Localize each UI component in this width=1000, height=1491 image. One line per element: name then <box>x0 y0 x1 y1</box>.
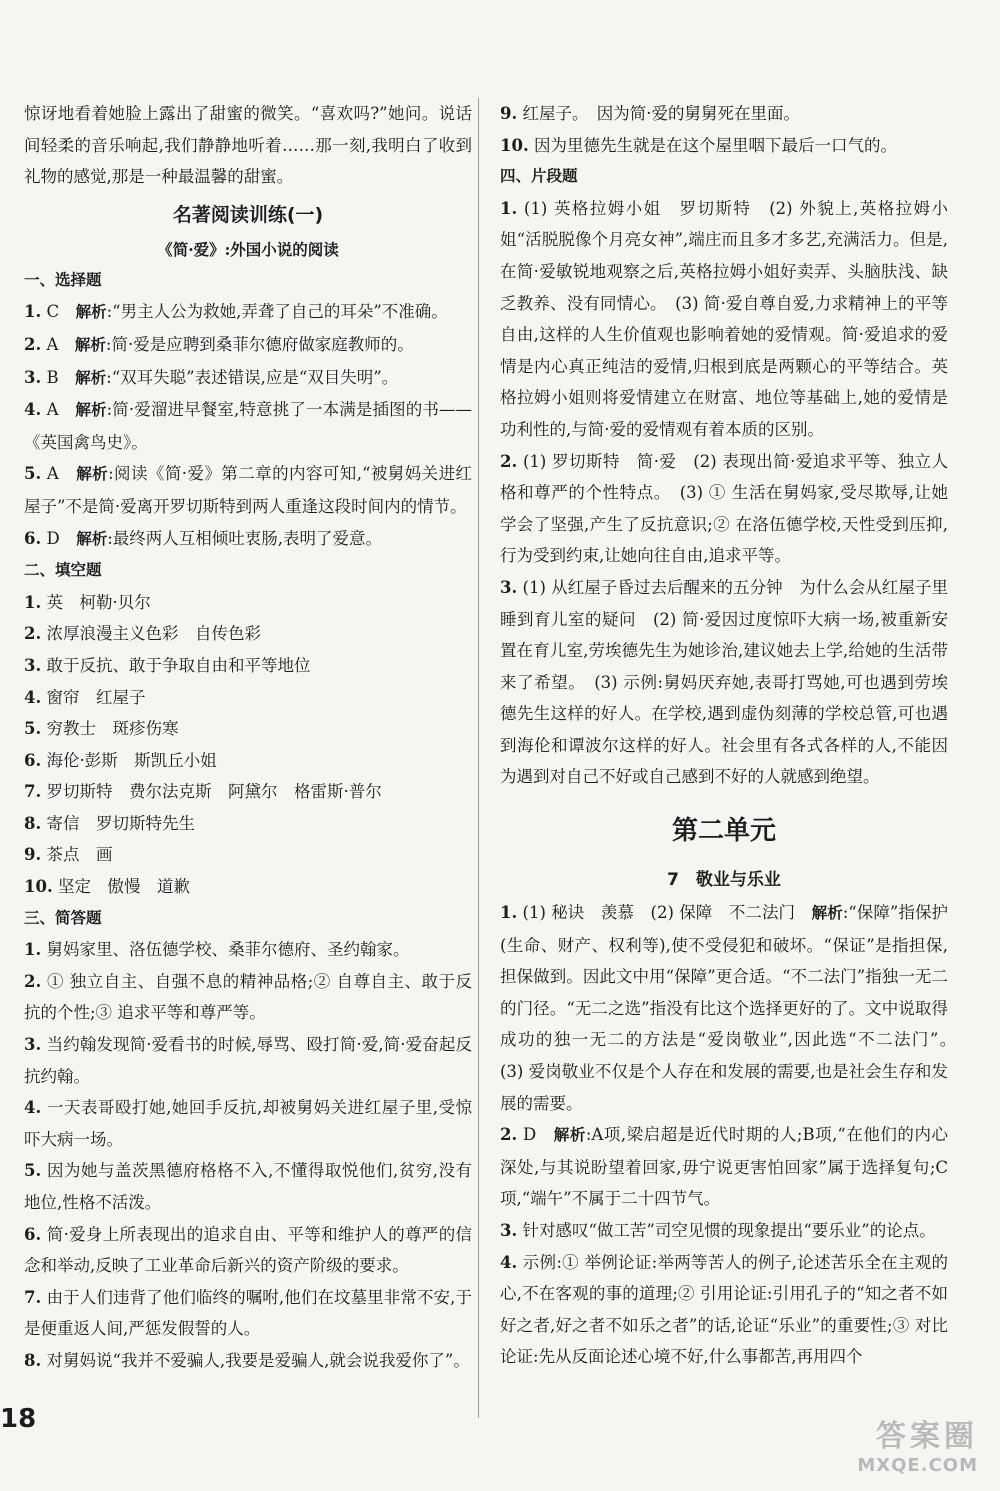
item-number: 5. <box>24 719 42 739</box>
answer-item <box>24 682 472 714</box>
analysis-label: 解析 <box>75 368 107 387</box>
item-text: :简·爱溜进早餐室,特意挑了一本满是插图的书——《英国禽鸟史》。 <box>24 400 472 452</box>
section-title: 名著阅读训练(一) <box>172 203 324 226</box>
answer-item <box>24 1155 472 1218</box>
analysis-label: 解析 <box>811 904 843 923</box>
item-text: 舅妈家里、洛伍德学校、桑菲尔德府、圣约翰家。 <box>46 940 410 960</box>
item-text: :最终两人互相倾吐衷肠,表明了爱意。 <box>107 528 383 548</box>
item-text: (1) 从红屋子昏过去后醒来的五分钟 为什么会从红屋子里睡到育儿室的疑问 (2) 简·爱因过度惊吓大病一场,被重新安置在育儿室,劳埃德先生为她诊治,建议她去上学,给她的生活带来了希望。 (3) 示例:舅妈厌弃她,表哥打骂她,可也遇到劳埃德先生这样的好人。在学校,遇到虚伪刻薄的学校总管,可也遇到海伦和谭波尔这样的好人。社会里有各式各样的人,不能因为遇到对自己不好或自己感到不好的人就感到绝望。 <box>500 577 948 787</box>
item-number: 3. <box>24 367 42 387</box>
answer-item <box>24 713 472 745</box>
heading-fill: 二、填空题 <box>24 561 102 580</box>
answer-item <box>24 394 472 458</box>
item-number: 6. <box>24 528 42 548</box>
item-answer: D <box>46 528 60 548</box>
item-number: 10. <box>500 135 529 155</box>
unit-title: 第二单元 <box>671 816 776 847</box>
item-text: (1) 罗切斯特 简·爱 (2) 表现出简·爱追求平等、独立人格和尊严的个性特点。 (3) ① 生活在舅妈家,受尽欺辱,让她学会了坚强,产生了反抗意识;② 在洛伍德学校,天性受到压抑,行为受到约束,让她向往自由,追求平等。 <box>500 451 948 566</box>
item-number: 2. <box>24 334 42 354</box>
item-number: 4. <box>24 687 42 707</box>
item-text: 因为里德先生就是在这个屋里咽下最后一口气的。 <box>533 135 897 155</box>
answer-item <box>24 1092 472 1155</box>
item-number: 8. <box>24 813 42 833</box>
answer-item <box>500 1247 948 1373</box>
short-answers-continued <box>500 98 948 161</box>
item-text: 罗切斯特 费尔法克斯 阿黛尔 格雷斯·普尔 <box>46 782 382 802</box>
item-number: 9. <box>24 845 42 865</box>
analysis-label: 解析 <box>76 465 109 484</box>
item-number: 3. <box>24 1035 42 1055</box>
section-subtitle: 《简·爱》:外国小说的阅读 <box>157 239 339 259</box>
lesson-title: 7 敬业与乐业 <box>667 870 781 891</box>
answer-item <box>24 329 472 362</box>
heading-choice: 一、选择题 <box>24 270 102 289</box>
analysis-label: 解析 <box>75 303 107 322</box>
item-text: 简·爱身上所表现出的追求自由、平等和维护人的尊严的信念和举动,反映了工业革命后新兴的资产阶级的要求。 <box>24 1224 472 1276</box>
answer-item <box>500 446 948 572</box>
item-answer: A <box>46 464 59 484</box>
item-number: 8. <box>24 1350 42 1370</box>
answer-item <box>24 650 472 682</box>
answer-item <box>500 130 948 162</box>
answer-item <box>500 1215 948 1247</box>
item-answer: C <box>46 302 60 322</box>
item-number: 10. <box>24 877 53 897</box>
item-number: 2. <box>24 624 42 644</box>
item-text: 坚定 傲慢 道歉 <box>57 877 190 897</box>
analysis-label: 解析 <box>553 1126 586 1145</box>
item-analysis: :“保障”指保护(生命、财产、权利等),使不受侵犯和破坏。“保证”是指担保,担保做到。因此文中用“保障”更合适。“不二法门”指独一无二的门径。“无二之选”指没有比这个选择更好的了。文中说取得成功的独一无二的方法是“爱岗敬业”,因此选“不二法门”。 (3) 爱岗敬业不仅是个人存在和发展的需要,也是社会生存和发展的需要。 <box>500 903 965 1113</box>
item-text: 茶点 画 <box>46 845 113 865</box>
item-text: 一天表哥殴打她,她回手反抗,却被舅妈关进红屋子里,受惊吓大病一场。 <box>24 1098 472 1149</box>
answer-item <box>24 776 472 808</box>
item-number: 7. <box>24 782 42 802</box>
item-number: 6. <box>24 1224 42 1244</box>
item-text: :简·爱是应聘到桑菲尔德府做家庭教师的。 <box>105 334 414 354</box>
answer-item <box>24 587 472 619</box>
item-answer: B <box>46 367 59 387</box>
watermark-logo: 答案圈 <box>876 1419 978 1454</box>
answer-item <box>24 362 472 395</box>
item-number: 5. <box>24 1161 42 1181</box>
item-text: 对舅妈说“我并不爱骗人,我要是爱骗人,就会说我爱你了”。 <box>46 1350 470 1370</box>
item-text: (1) 英格拉姆小姐 罗切斯特 (2) 外貌上,英格拉姆小姐“活脱脱像个月亮女神”,端庄而且多才多艺,充满活力。但是,在简·爱敏锐地观察之后,英格拉姆小姐好卖弄、头脑肤浅、缺乏教养、没有同情心。 (3) 简·爱自尊自爱,力求精神上的平等自由,这样的人生价值观也影响着她的爱情观。简·爱追求的爱情是内心真正纯洁的爱情,归根到底是两颗心的平等结合。英格拉姆小姐则将爱情建立在财富、地位等基础上,她的爱情是功利性的,与简·爱的爱情观有着本质的区别。 <box>500 198 948 439</box>
item-text: 针对感叹“做工苦”司空见惯的现象提出“要乐业”的论点。 <box>522 1221 936 1240</box>
answer-item <box>500 98 948 130</box>
answer-item <box>24 966 472 1029</box>
item-number: 3. <box>24 655 42 675</box>
answer-item <box>500 193 948 446</box>
answer-item <box>24 1282 472 1345</box>
answer-item <box>24 523 472 556</box>
answer-item <box>24 871 472 903</box>
item-number: 7. <box>24 1287 42 1307</box>
fragment-answers <box>500 193 948 793</box>
item-text: 海伦·彭斯 斯凯丘小姐 <box>46 750 217 770</box>
item-analysis: :A项,梁启超是近代时期的人;B项,“在他们的内心深处,与其说盼望着回家,毋宁说更害怕回家”属于选择复句;C项,“端午”不属于二十四节气。 <box>500 1125 948 1209</box>
item-number: 6. <box>24 750 42 770</box>
item-text: 窗帘 红屋子 <box>46 687 146 707</box>
item-number: 2. <box>500 1125 518 1145</box>
item-text: :阅读《简·爱》第二章的内容可知,“被舅妈关进红屋子”不是简·爱离开罗切斯特到两人重逢这段时间内的情节。 <box>24 464 472 516</box>
heading-fragment: 四、片段题 <box>500 167 578 186</box>
analysis-label: 解析 <box>76 529 108 548</box>
column-divider <box>478 98 479 1418</box>
left-column <box>24 98 472 1377</box>
answer-item <box>24 1219 472 1282</box>
analysis-label: 解析 <box>74 335 106 354</box>
item-text: 由于人们违背了他们临终的嘱咐,他们在坟墓里非常不安,于是便重返人间,严惩发假誓的人。 <box>24 1287 472 1339</box>
item-text: D <box>523 1125 554 1145</box>
heading-short: 三、简答题 <box>24 908 102 927</box>
answer-item <box>24 618 472 650</box>
choice-answers <box>24 296 472 555</box>
item-text: 敢于反抗、敢于争取自由和平等地位 <box>46 655 311 675</box>
item-number: 2. <box>500 451 518 471</box>
item-number: 1. <box>24 592 42 612</box>
item-answer: A <box>46 400 59 420</box>
answer-item <box>24 839 472 871</box>
item-text: :“双耳失聪”表述错误,应是“双目失明”。 <box>106 367 399 387</box>
fill-answers <box>24 587 472 903</box>
watermark <box>798 1420 978 1484</box>
item-number: 3. <box>500 1221 518 1240</box>
watermark-url: MXQE.COM <box>857 1455 978 1476</box>
item-number: 4. <box>500 1252 518 1272</box>
item-number: 3. <box>500 577 518 597</box>
item-text: (1) 秘诀 羡慕 (2) 保障 不二法门 <box>522 903 812 923</box>
item-number: 1. <box>24 940 42 960</box>
item-text: :“男主人公为救她,弄聋了自己的耳朵”不准确。 <box>106 302 448 322</box>
item-text: 当约翰发现简·爱看书的时候,辱骂、殴打简·爱,简·爱奋起反抗约翰。 <box>24 1035 472 1086</box>
item-number: 1. <box>500 198 518 218</box>
item-number: 9. <box>500 104 518 123</box>
page-number: 18 <box>0 1404 37 1434</box>
short-answers <box>24 934 472 1376</box>
item-number: 1. <box>500 903 518 923</box>
answer-item <box>24 296 472 329</box>
answer-item <box>500 897 965 1119</box>
intro-paragraph: 惊讶地看着她脸上露出了甜蜜的微笑。“喜欢吗?”她问。说话间轻柔的音乐响起,我们静静地听着……那一刻,我明白了收到礼物的感觉,那是一种最温馨的甜蜜。 <box>24 104 472 187</box>
answer-item <box>24 1029 472 1092</box>
item-text: 示例:① 举例论证:举两等苦人的例子,论述苦乐全在主观的心,不在客观的事的道理;② 引用论证:引用孔子的“知之者不如好之者,好之者不如乐之者”的话,论证“乐业”的重要性;③ 对比论证:先从反面论述心境不好,什么事都苦,再用四个 <box>500 1252 948 1367</box>
item-text: 寄信 罗切斯特先生 <box>46 813 195 833</box>
answer-item <box>500 572 948 793</box>
item-number: 4. <box>24 400 42 420</box>
answer-item <box>24 934 472 966</box>
item-text: 红屋子。 因为简·爱的舅舅死在里面。 <box>522 104 800 123</box>
item-text: 穷教士 斑疹伤寒 <box>46 719 179 739</box>
answer-item <box>24 745 472 777</box>
analysis-label: 解析 <box>75 401 107 420</box>
answer-item <box>24 458 472 522</box>
item-text: 因为她与盖茨黑德府格格不入,不懂得取悦他们,贫穷,没有地位,性格不活泼。 <box>24 1161 472 1212</box>
item-text: 浓厚浪漫主义色彩 自传色彩 <box>46 624 261 644</box>
item-answer: A <box>46 334 59 354</box>
answer-item <box>24 1345 472 1377</box>
answer-item <box>500 1119 948 1215</box>
item-number: 5. <box>24 464 42 484</box>
answer-item <box>24 808 472 840</box>
item-text: 英 柯勒·贝尔 <box>46 592 151 612</box>
item-text: ① 独立自主、自强不息的精神品格;② 自尊自主、敢于反抗的个性;③ 追求平等和尊严等。 <box>24 971 472 1023</box>
lesson-answers <box>500 897 965 1373</box>
right-column <box>500 98 965 1373</box>
item-number: 2. <box>24 971 42 991</box>
item-number: 1. <box>24 302 42 322</box>
item-number: 4. <box>24 1098 42 1118</box>
